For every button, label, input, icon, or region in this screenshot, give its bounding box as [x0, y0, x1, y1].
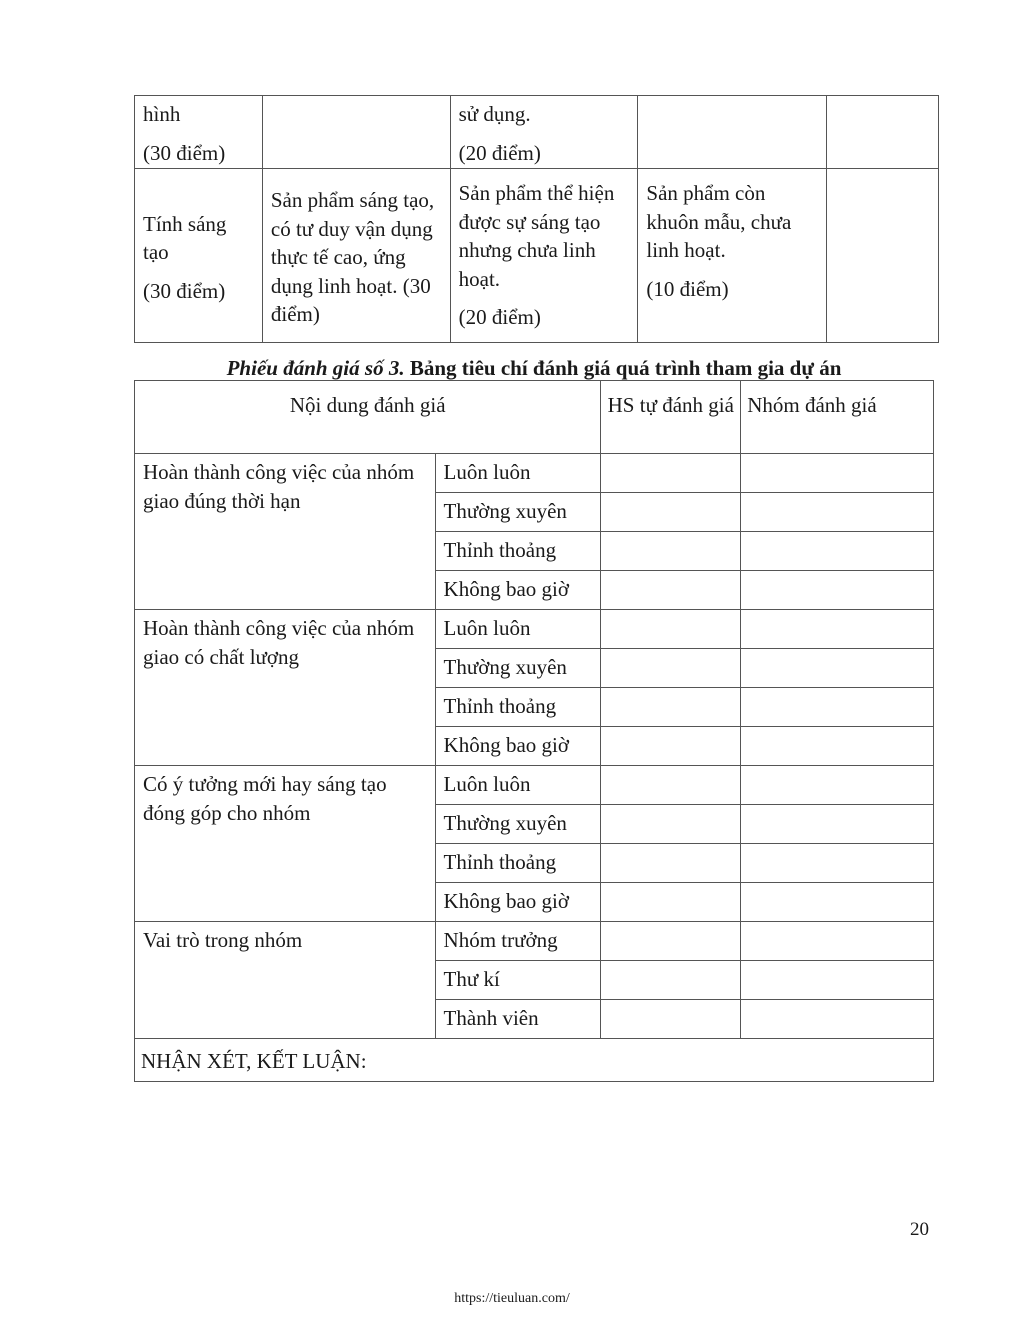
table-header-row	[135, 381, 934, 454]
scoring-table-continued	[134, 95, 939, 343]
self-score-cell[interactable]	[601, 688, 741, 727]
header-group-assessment: Nhóm đánh giá	[741, 381, 934, 454]
table-row	[135, 454, 934, 493]
group-score-cell[interactable]	[741, 844, 934, 883]
group-score-cell[interactable]	[741, 571, 934, 610]
level-cell: Sản phẩm thể hiện được sự sáng tạo nhưng chưa linh hoạt. (20 điểm)	[450, 169, 638, 343]
self-score-cell[interactable]	[601, 454, 741, 493]
level-cell: sử dụng. (20 điểm)	[450, 96, 638, 169]
group-score-cell[interactable]	[741, 610, 934, 649]
option-label: Luôn luôn	[435, 766, 601, 805]
page-number: 20	[910, 1219, 929, 1240]
group-score-cell[interactable]	[741, 493, 934, 532]
option-label: Thường xuyên	[435, 805, 601, 844]
table-caption	[134, 355, 934, 381]
criterion-label: Hoàn thành công việc của nhóm giao đúng thời hạn	[135, 454, 436, 610]
criterion-label: Có ý tưởng mới hay sáng tạo đóng góp cho nhóm	[135, 766, 436, 922]
group-score-cell[interactable]	[741, 532, 934, 571]
option-label: Thường xuyên	[435, 493, 601, 532]
criterion-label: Hoàn thành công việc của nhóm giao có chất lượng	[135, 610, 436, 766]
option-label: Không bao giờ	[435, 571, 601, 610]
source-url[interactable]: https://tieuluan.com/	[454, 1291, 570, 1306]
group-score-cell[interactable]	[741, 805, 934, 844]
option-label: Luôn luôn	[435, 610, 601, 649]
group-score-cell[interactable]	[741, 1000, 934, 1039]
criterion-cell: Tính sáng tạo (30 điểm)	[135, 169, 263, 343]
table-row	[135, 610, 934, 649]
option-label: Luôn luôn	[435, 454, 601, 493]
option-label: Thỉnh thoảng	[435, 532, 601, 571]
group-score-cell[interactable]	[741, 883, 934, 922]
self-score-cell[interactable]	[601, 571, 741, 610]
evaluation-table	[134, 380, 934, 1082]
self-score-cell[interactable]	[601, 649, 741, 688]
option-label: Thỉnh thoảng	[435, 688, 601, 727]
table-row	[135, 766, 934, 805]
caption-label: Phiếu đánh giá số 3.	[226, 356, 405, 380]
self-score-cell[interactable]	[601, 610, 741, 649]
option-label: Thành viên	[435, 1000, 601, 1039]
score-cell	[827, 169, 939, 343]
table-row	[135, 169, 939, 343]
self-score-cell[interactable]	[601, 961, 741, 1000]
self-score-cell[interactable]	[601, 883, 741, 922]
self-score-cell[interactable]	[601, 727, 741, 766]
option-label: Thư kí	[435, 961, 601, 1000]
self-score-cell[interactable]	[601, 922, 741, 961]
group-score-cell[interactable]	[741, 454, 934, 493]
level-cell	[262, 96, 450, 169]
criterion-label: Vai trò trong nhóm	[135, 922, 436, 1039]
group-score-cell[interactable]	[741, 922, 934, 961]
option-label: Nhóm trưởng	[435, 922, 601, 961]
level-cell: Sản phẩm còn khuôn mẫu, chưa linh hoạt. (10 điểm)	[638, 169, 827, 343]
group-score-cell[interactable]	[741, 688, 934, 727]
option-label: Thường xuyên	[435, 649, 601, 688]
score-cell	[827, 96, 939, 169]
caption-title: Bảng tiêu chí đánh giá quá trình tham gia dự án	[404, 356, 842, 380]
level-cell: Sản phẩm sáng tạo, có tư duy vận dụng thực tế cao, ứng dụng linh hoạt. (30 điểm)	[262, 169, 450, 343]
self-score-cell[interactable]	[601, 532, 741, 571]
self-score-cell[interactable]	[601, 766, 741, 805]
table-row	[135, 922, 934, 961]
option-label: Không bao giờ	[435, 883, 601, 922]
self-score-cell[interactable]	[601, 1000, 741, 1039]
level-cell	[638, 96, 827, 169]
group-score-cell[interactable]	[741, 766, 934, 805]
option-label: Thỉnh thoảng	[435, 844, 601, 883]
self-score-cell[interactable]	[601, 805, 741, 844]
option-label: Không bao giờ	[435, 727, 601, 766]
header-content: Nội dung đánh giá	[135, 381, 601, 454]
table-row	[135, 96, 939, 169]
group-score-cell[interactable]	[741, 961, 934, 1000]
header-self-assessment: HS tự đánh giá	[601, 381, 741, 454]
group-score-cell[interactable]	[741, 649, 934, 688]
self-score-cell[interactable]	[601, 844, 741, 883]
self-score-cell[interactable]	[601, 493, 741, 532]
group-score-cell[interactable]	[741, 727, 934, 766]
comments-label[interactable]: NHẬN XÉT, KẾT LUẬN:	[135, 1039, 934, 1082]
comments-row	[135, 1039, 934, 1082]
criterion-cell: hình (30 điểm)	[135, 96, 263, 169]
